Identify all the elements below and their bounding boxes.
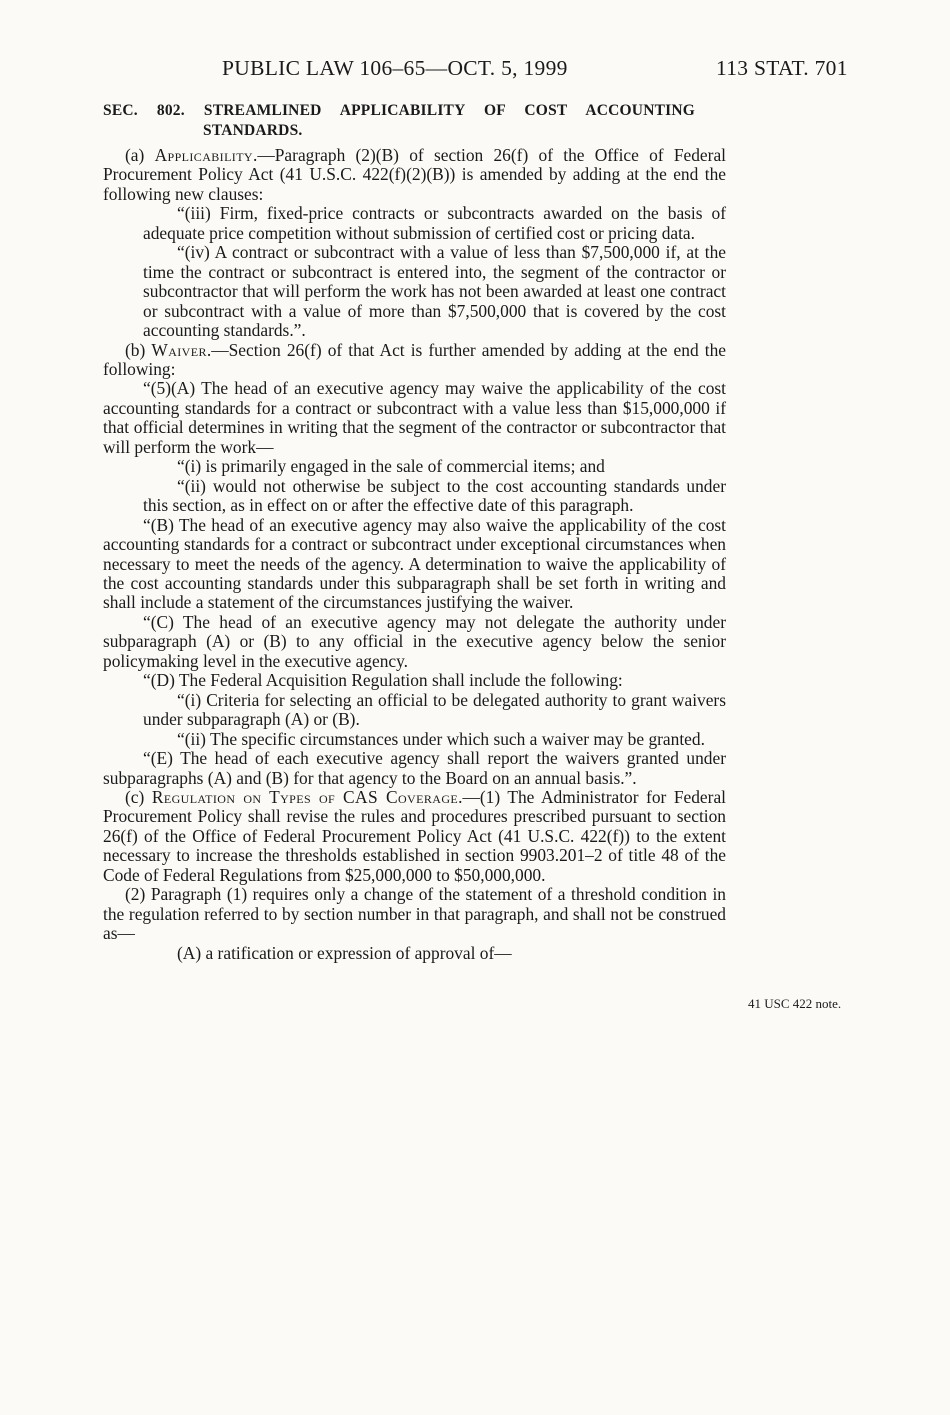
clause-5A-ii: “(ii) would not otherwise be subject to the cost accounting standards under this section, as in effect on or after the effective date of this paragraph. xyxy=(143,475,726,516)
subsection-a-label: (a) xyxy=(125,145,145,165)
clause-D-ii: “(ii) The specific circumstances under which such a waiver may be granted. xyxy=(177,728,705,749)
clause-D-i: “(i) Criteria for selecting an official to be delegated authority to grant waivers under subparagraph (A) or (B). xyxy=(143,689,726,730)
running-head-page-number: 113 STAT. 701 xyxy=(716,56,848,80)
subsection-b-text: Section 26(f) of that Act is further amended by adding at the end the following: xyxy=(103,339,726,379)
running-head xyxy=(0,56,950,86)
subparagraph-c-2-A: (A) a ratification or expression of approval of— xyxy=(177,942,512,963)
subsection-c-text: (1) The Administrator for Federal Procurement Policy shall revise the rules and procedures prescribed pursuant to section 26(f) of the Office of Federal Procurement Policy Act (41 U.S.C. 422(f)) to the extent necessary to increase the thresholds established in section 9903.201–2 of title 48 of the Code of Federal Regulations from $25,000,000 to $50,000,000. xyxy=(103,786,726,885)
subsection-a-paragraph xyxy=(103,146,726,204)
clause-a-iii: “(iii) Firm, fixed-price contracts or subcontracts awarded on the basis of adequate price competition without submission of certified cost or pricing data. xyxy=(143,203,726,243)
subparagraph-E: “(E) The head of each executive agency shall report the waivers granted under subparagraphs (A) and (B) for that agency to the Board on an annual basis.”. xyxy=(103,748,726,788)
section-heading xyxy=(103,101,743,141)
subparagraph-B: “(B) The head of an executive agency may also waive the applicability of the cost accounting standards for a contract or subcontract under exceptional circumstances when necessary to meet the needs of the agency. A determination to waive the applicability of the cost accounting standards under this subparagraph shall be set forth in writing and shall include a statement of the circumstances justifying the waiver. xyxy=(103,514,726,613)
subsection-a-caption: Applicability xyxy=(154,145,254,165)
subsection-b-paragraph xyxy=(103,341,726,380)
paragraph-5A: “(5)(A) The head of an executive agency may waive the applicability of the cost accounting standards for a contract or subcontract with a value less than $15,000,000 if that official determines in writing that the segment of the contractor or subcontractor that will perform the work— xyxy=(103,378,726,457)
subparagraph-C: “(C) The head of an executive agency may not delegate the authority under subparagraph (A) or (B) to any official in the executive agency below the senior policymaking level in the executive agency. xyxy=(103,611,726,671)
margin-note: 41 USC 422 note. xyxy=(748,996,842,1011)
caption-dash: .— xyxy=(206,339,229,360)
subsection-c-caption: Regulation on Types of CAS Coverage xyxy=(151,786,459,807)
paragraph-c-2: (2) Paragraph (1) requires only a change of the statement of a threshold condition in the regulation referred to by section number in that paragraph, and shall not be construed as— xyxy=(103,884,726,944)
section-heading-line1: SEC. 802. STREAMLINED APPLICABILITY OF COST ACCOUNTING xyxy=(103,102,696,119)
caption-dash: .— xyxy=(253,145,275,165)
section-heading-line2: STANDARDS. xyxy=(203,122,303,139)
subparagraph-D: “(D) The Federal Acquisition Regulation shall include the following: xyxy=(143,670,623,691)
subsection-c-label: (c) xyxy=(125,786,145,807)
caption-dash: .— xyxy=(458,786,480,807)
subsection-a-text: Paragraph (2)(B) of section 26(f) of the Office of Federal Procurement Policy Act (41 U.S.C. 422(f)(2)(B)) is amended by adding at the end the following new clauses: xyxy=(103,145,726,204)
subsection-b-caption: Waiver xyxy=(151,339,207,360)
subsection-c-paragraph xyxy=(103,788,726,885)
subsection-b-label: (b) xyxy=(125,339,146,360)
clause-5A-i: “(i) is primarily engaged in the sale of commercial items; and xyxy=(177,456,605,477)
running-head-title: PUBLIC LAW 106–65—OCT. 5, 1999 xyxy=(222,56,568,80)
section-body xyxy=(103,146,726,963)
clause-a-iv: “(iv) A contract or subcontract with a value of less than $7,500,000 if, at the time the contract or subcontract is entered into, the segment of the contractor or subcontractor that will perform the work has not been awarded at least one contract or subcontract with a value of more than $7,500,000 that is covered by the cost accounting standards.”. xyxy=(143,242,726,341)
